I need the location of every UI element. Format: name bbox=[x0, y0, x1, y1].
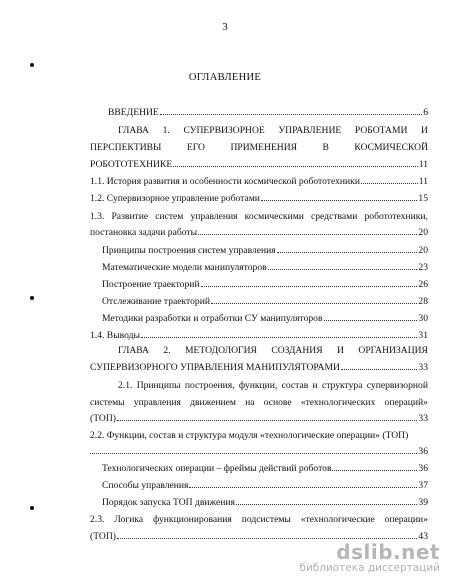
toc-entry-title: Принципы построения систем управления bbox=[102, 245, 276, 256]
word: УПРАВЛЕНИЕ bbox=[278, 125, 342, 136]
toc-entry-page: 33 bbox=[418, 362, 428, 373]
word: «технологических bbox=[300, 397, 376, 408]
leader-dots bbox=[117, 420, 417, 421]
toc-subentry[interactable] bbox=[102, 263, 428, 275]
word: Принципы bbox=[136, 380, 181, 391]
toc-entry-title: СУПЕРВИЗОРНОГО УПРАВЛЕНИЯ МАНИПУЛЯТОРАМИ bbox=[90, 362, 340, 373]
toc-entry-page: 26 bbox=[418, 279, 428, 290]
toc-subentry[interactable] bbox=[102, 297, 428, 309]
word: построения, bbox=[184, 380, 235, 391]
leader-dots bbox=[268, 269, 418, 270]
word: и bbox=[312, 380, 318, 391]
toc-entry-page: 39 bbox=[418, 497, 428, 508]
toc-entry-title: (ТОП) bbox=[90, 413, 116, 424]
word: СОЗДАНИЯ bbox=[271, 345, 323, 356]
word: МЕТОДОЛОГИЯ bbox=[185, 345, 257, 356]
word: 1.3. bbox=[90, 211, 105, 222]
toc-entry-1-2[interactable] bbox=[90, 194, 428, 206]
toc-entry-title: Отслеживание траекторий bbox=[102, 296, 210, 307]
word: операций» bbox=[384, 397, 428, 408]
word: состав bbox=[281, 380, 309, 391]
toc-entry-intro[interactable] bbox=[108, 108, 428, 120]
word: супервизорной bbox=[366, 380, 428, 391]
word: функции, bbox=[238, 380, 278, 391]
leader-dots bbox=[198, 234, 417, 235]
leader-dots bbox=[90, 453, 417, 454]
word: 1. bbox=[162, 125, 170, 136]
toc-entry-2-1-line3[interactable] bbox=[90, 414, 428, 426]
toc-entry-title: 1.4. Выводы bbox=[90, 330, 140, 341]
toc-entry-title: Математические модели манипуляторов bbox=[102, 262, 267, 273]
word: И bbox=[337, 345, 344, 356]
word: 2. bbox=[163, 345, 171, 356]
toc-entry-title: постановка задачи работы bbox=[90, 227, 198, 238]
toc-chapter1-line1[interactable] bbox=[118, 126, 428, 136]
word: СУПЕРВИЗОРНОЕ bbox=[183, 125, 265, 136]
toc-entry-page: 36 bbox=[418, 463, 428, 474]
toc-entry-2-2-line1[interactable]: 2.2. Функции, состав и структура модуля «технологические операции» (ТОП) bbox=[90, 430, 409, 441]
toc-entry-page: 11 bbox=[418, 159, 428, 170]
toc-chapter1-line3[interactable] bbox=[90, 160, 428, 172]
toc-entry-title: 1.1. История развития и особенности космической робототехники bbox=[90, 176, 360, 187]
word: управления bbox=[190, 211, 238, 222]
toc-entry-page: 28 bbox=[418, 296, 428, 307]
toc-entry-title: Построение траекторий bbox=[102, 279, 200, 290]
toc-entry-1-3-line1[interactable] bbox=[90, 212, 428, 222]
leader-dots bbox=[160, 114, 422, 115]
toc-subentry[interactable] bbox=[102, 464, 428, 476]
toc-entry-1-4[interactable] bbox=[90, 331, 428, 343]
toc-entry-1-3-line2[interactable] bbox=[90, 228, 428, 240]
word: движением bbox=[190, 397, 236, 408]
word: 2.3. bbox=[90, 514, 105, 525]
word: ГЛАВА bbox=[118, 345, 149, 356]
toc-entry-page: 11 bbox=[418, 176, 428, 187]
toc-subentry[interactable] bbox=[102, 498, 428, 510]
leader-dots bbox=[201, 286, 418, 287]
word: РОБОТАМИ bbox=[354, 125, 408, 136]
toc-entry-page: 15 bbox=[418, 193, 428, 204]
leader-dots bbox=[332, 470, 417, 471]
leader-dots bbox=[189, 487, 417, 488]
leader-dots bbox=[211, 303, 417, 304]
word: средствами bbox=[311, 211, 358, 222]
leader-dots bbox=[324, 320, 418, 321]
toc-entry-title: РОБОТОТЕХНИКЕ bbox=[90, 159, 173, 170]
toc-entry-page: 20 bbox=[418, 227, 428, 238]
leader-dots bbox=[341, 369, 418, 370]
word: управления bbox=[133, 397, 181, 408]
toc-entry-page: 6 bbox=[423, 107, 428, 118]
watermark-logo: dslib.net bbox=[336, 539, 440, 564]
leader-dots bbox=[117, 538, 417, 539]
leader-dots bbox=[236, 504, 417, 505]
toc-entry-page: 23 bbox=[418, 262, 428, 273]
toc-entry-title: Способы управления bbox=[102, 480, 189, 491]
toc-entry-2-1-line1[interactable] bbox=[118, 381, 428, 391]
leader-dots bbox=[361, 183, 418, 184]
leader-dots bbox=[173, 166, 418, 167]
toc-subentry[interactable] bbox=[102, 481, 428, 493]
leader-dots bbox=[141, 337, 417, 338]
toc-entry-2-2-line2[interactable] bbox=[90, 447, 428, 459]
toc-entry-2-3-line1[interactable] bbox=[90, 515, 428, 525]
toc-entry-title: 1.2. Супервизорное управление роботами bbox=[90, 193, 260, 204]
word: на bbox=[245, 397, 255, 408]
toc-heading: ОГЛАВЛЕНИЕ bbox=[188, 72, 262, 83]
toc-entry-page: 43 bbox=[418, 531, 428, 542]
word: Логика bbox=[114, 514, 144, 525]
toc-entry-page: 33 bbox=[418, 413, 428, 424]
word: ОРГАНИЗАЦИЯ bbox=[358, 345, 428, 356]
word: космическими bbox=[244, 211, 304, 222]
toc-chapter2-line2[interactable] bbox=[90, 363, 428, 375]
word: В bbox=[322, 142, 329, 153]
toc-entry-page: 20 bbox=[418, 245, 428, 256]
word: системы bbox=[90, 397, 125, 408]
word: подсистемы bbox=[241, 514, 291, 525]
leader-dots bbox=[261, 200, 417, 201]
word: «технологические bbox=[300, 514, 375, 525]
word: ЕГО bbox=[186, 142, 205, 153]
toc-entry-title: Порядок запуска ТОП движения bbox=[102, 497, 235, 508]
word: робототехники, bbox=[364, 211, 428, 222]
toc-entry-page: 31 bbox=[418, 330, 428, 341]
word: операции» bbox=[384, 514, 428, 525]
word: 2.1. bbox=[118, 380, 133, 391]
word: Развитие bbox=[111, 211, 149, 222]
toc-entry-title: Методики разработки и отработки СУ манипуляторов bbox=[102, 313, 323, 324]
toc-chapter1-line2[interactable] bbox=[90, 143, 428, 153]
watermark-subtitle: библиотека диссертаций bbox=[299, 561, 440, 574]
toc-entry-page: 30 bbox=[418, 313, 428, 324]
toc-subentry[interactable] bbox=[102, 280, 428, 292]
toc-subentry[interactable] bbox=[102, 246, 428, 258]
toc-subentry[interactable] bbox=[102, 314, 428, 326]
word: ПРИМЕНЕНИЯ bbox=[230, 142, 298, 153]
toc-entry-1-1[interactable] bbox=[90, 177, 428, 189]
toc-entry-page: 37 bbox=[418, 480, 428, 491]
toc-chapter2-line1[interactable] bbox=[118, 346, 428, 356]
toc-entry-title: Технологических операции – фреймы действий роботов bbox=[102, 463, 332, 474]
word: ГЛАВА bbox=[118, 125, 149, 136]
toc-entry-2-1-line2[interactable] bbox=[90, 398, 428, 408]
word: И bbox=[421, 125, 428, 136]
word: функционирования bbox=[153, 514, 232, 525]
word: КОСМИЧЕСКОЙ bbox=[354, 142, 428, 153]
toc-entry-title: (ТОП) bbox=[90, 531, 116, 542]
leader-dots bbox=[277, 252, 418, 253]
toc-entry-title: ВВЕДЕНИЕ bbox=[108, 107, 159, 118]
word: систем bbox=[155, 211, 184, 222]
word: ПЕРСПЕКТИВЫ bbox=[90, 142, 162, 153]
toc-entry-page: 36 bbox=[418, 446, 428, 457]
watermark bbox=[299, 539, 440, 574]
word: основе bbox=[263, 397, 292, 408]
page-number: 3 bbox=[222, 21, 228, 33]
word: структура bbox=[321, 380, 363, 391]
